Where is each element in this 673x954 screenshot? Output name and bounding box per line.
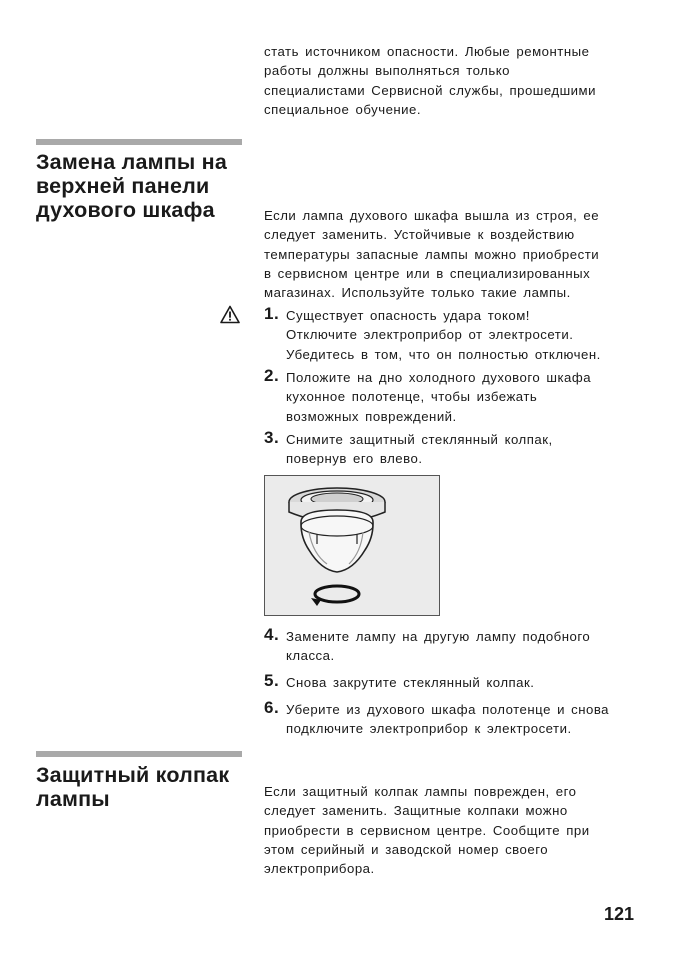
text-line: Если лампа духового шкафа вышла из строя, ее	[264, 208, 600, 223]
step-text-line: Положите на дно холодного духового шкафа	[286, 370, 592, 385]
heading-line: Защитный колпак	[36, 763, 230, 787]
heading-line: верхней панели	[36, 174, 210, 198]
step-number: 5.	[264, 671, 280, 690]
text-line: этом серийный и заводской номер своего	[264, 841, 549, 857]
step-number: 1.	[264, 304, 280, 323]
heading-line: Замена лампы на	[36, 150, 227, 174]
text-line: стать источником опасности. Любые ремонтные	[264, 44, 590, 59]
section-divider	[36, 139, 242, 145]
step-number: 4.	[264, 625, 280, 644]
lamp-cover-illustration	[264, 475, 440, 616]
text-line: магазинах. Используйте только такие лампы.	[264, 285, 571, 301]
text-line: Если защитный колпак лампы поврежден, его	[264, 784, 577, 799]
intro-paragraph	[264, 42, 634, 119]
step-text-line: класса.	[286, 648, 335, 664]
heading-line: духового шкафа	[36, 198, 215, 222]
glass-cover-drawing	[265, 476, 439, 615]
text-line: специальное обучение.	[264, 101, 422, 117]
step-text-line: Снимите защитный стеклянный колпак,	[286, 432, 553, 447]
step-text-line: возможных повреждений.	[286, 408, 457, 424]
step-text-line: Убедитесь в том, что он полностью отключен.	[286, 346, 601, 362]
warning-triangle-icon	[220, 305, 240, 324]
step-text-line: подключите электроприбор к электросети.	[286, 721, 572, 737]
step-text-line: Существует опасность удара током!	[286, 308, 530, 323]
text-line: электроприбора.	[264, 861, 375, 877]
section-divider	[36, 751, 242, 757]
lamp-replacement-paragraph	[264, 206, 634, 302]
step-text-line: Замените лампу на другую лампу подобного	[286, 629, 591, 644]
step-number: 3.	[264, 428, 280, 447]
text-line: следует заменить. Защитные колпаки можно	[264, 803, 568, 819]
text-line: специалистами Сервисной службы, прошедшими	[264, 82, 596, 98]
section-heading-protective-cover	[36, 763, 246, 811]
text-line: работы должны выполняться только	[264, 63, 510, 79]
text-line: приобрести в сервисном центре. Сообщите при	[264, 822, 590, 838]
step-text-line: Снова закрутите стеклянный колпак.	[286, 675, 535, 690]
step-text-line: Отключите электроприбор от электросети.	[286, 327, 574, 343]
text-line: в сервисном центре или в специализированных	[264, 265, 591, 281]
section-heading-lamp-replacement	[36, 150, 246, 222]
page-number: 121	[604, 904, 635, 924]
step-number: 6.	[264, 698, 280, 717]
step-text-line: кухонное полотенце, чтобы избежать	[286, 389, 538, 405]
heading-line: лампы	[36, 787, 110, 811]
step-text-line: повернув его влево.	[286, 451, 423, 467]
step-number: 2.	[264, 366, 280, 385]
text-line: температуры запасные лампы можно приобрести	[264, 246, 600, 262]
text-line: следует заменить. Устойчивые к воздействию	[264, 227, 575, 243]
protective-cover-paragraph	[264, 782, 634, 878]
step-text-line: Уберите из духового шкафа полотенце и снова	[286, 702, 610, 717]
